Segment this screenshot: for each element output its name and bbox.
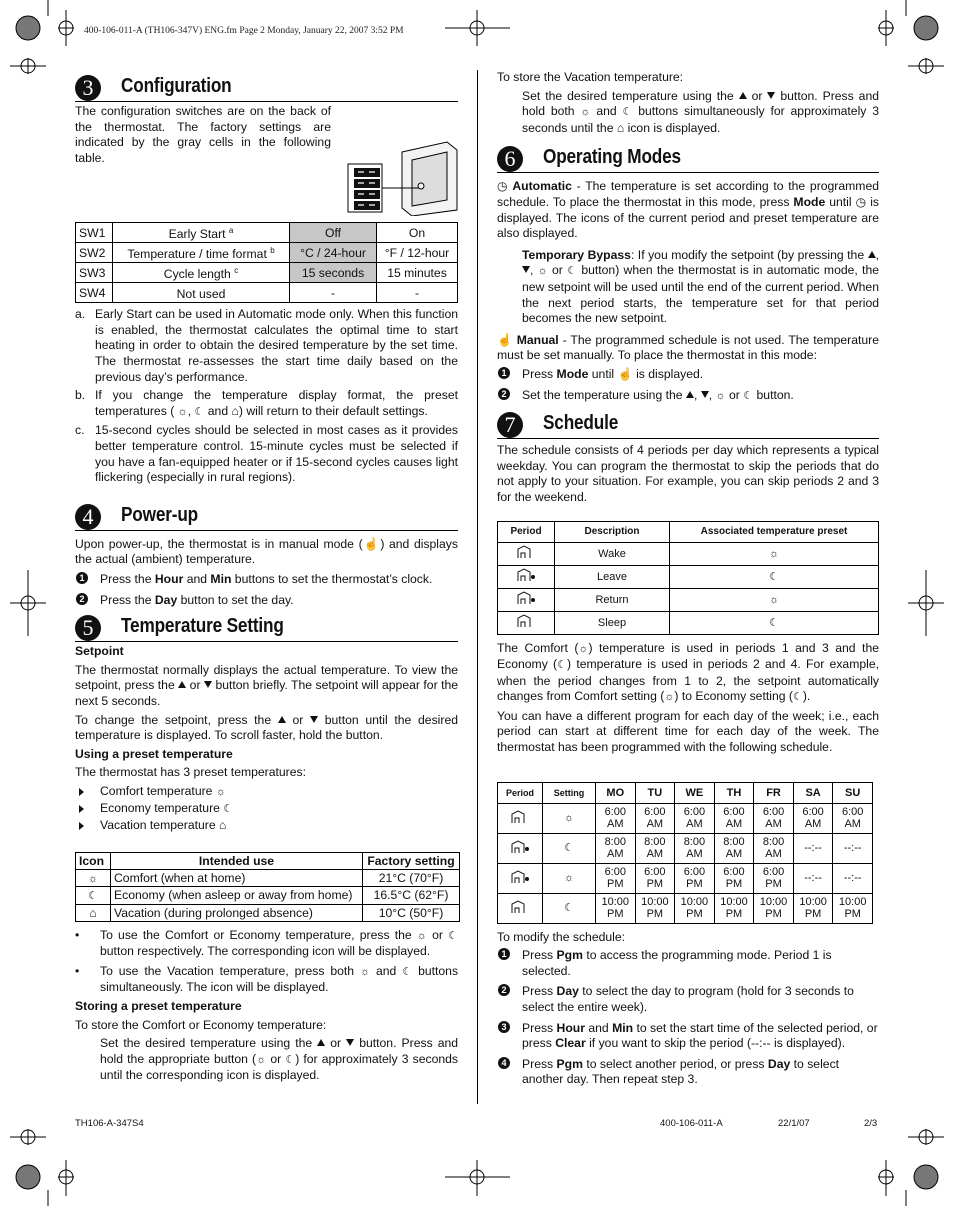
schedule-step-3: 3 Press Hour and Min to set the start time of the selected period, or press Clear if you want to skip the period (--:-- is displayed).	[497, 1021, 879, 1052]
manual-step-2: 2 Set the temperature using the , , ☼ or ☾ button.	[497, 388, 879, 405]
hand-icon: ☝	[362, 536, 381, 551]
period-1-icon	[510, 810, 530, 824]
storing-heading: Storing a preset temperature	[75, 999, 242, 1014]
period-3-icon	[510, 870, 530, 884]
period-row: Leave ☾	[498, 566, 879, 589]
period-row: Sleep ☾	[498, 612, 879, 635]
hand-icon: ☝	[497, 332, 513, 347]
left-column	[75, 73, 458, 1087]
footer-page: 2/3	[864, 1118, 878, 1129]
sun-icon: ☼	[87, 872, 99, 885]
bullet-vacation: Vacation temperature ⌂	[75, 818, 458, 834]
period-row: Wake ☼	[498, 543, 879, 566]
vacation-store-para: To store the Vacation temperature:	[497, 70, 684, 84]
powerup-step-1: 1 Press the Hour and Min buttons to set the thermostat’s clock.	[75, 572, 458, 588]
config-notes	[75, 307, 458, 486]
footer-doc-code: TH106-A-347S4	[75, 1118, 144, 1129]
setpoint-para-1: The thermostat normally displays the actual temperature. To view the setpoint, press the or button briefly. The setpoint will appear for the next 5 seconds.	[75, 662, 459, 708]
powerup-step-2: 2 Press the Day button to set the day.	[75, 593, 458, 609]
config-row: SW4 Not used - -	[76, 283, 458, 303]
right-column	[497, 70, 879, 1093]
config-row: SW1 Early Start $^a$ Off On	[76, 223, 458, 243]
config-row: SW3 Cycle length $^c$ 15 seconds 15 minutes	[76, 263, 458, 283]
period-4-icon	[510, 900, 530, 914]
moon-icon: ☾	[769, 617, 779, 630]
period-2-icon	[516, 568, 536, 582]
schedule-step-2: 2 Press Day to select the day to program (hold for 3 seconds to select the entire week).	[497, 984, 879, 1015]
sun-icon: ☼	[768, 594, 780, 607]
moon-icon: ☾	[223, 802, 234, 815]
suitcase-icon: ⌂	[219, 818, 227, 833]
dot-note-2: • To use the Vacation temperature, press both ☼ and ☾ buttons simultaneously. The icon will be displayed.	[75, 963, 459, 995]
comfort-economy-para: The Comfort (☼) temperature is used in periods 1 and 3 and the Economy (☾) temperature is used in periods 2 and 4. For example, when the period changes from 1 to 2, the setpoint automatically changes from Comfort setting (☼) to Economy setting (☾).	[497, 641, 880, 704]
preset-para: The thermostat has 3 preset temperatures:	[75, 765, 306, 780]
storing-instructions: Set the desired temperature using the or button. Press and hold the appropriate button (☼ or ☾) for approximately 3 seconds until the corresponding icon is displayed.	[100, 1036, 459, 1083]
manual-para: ☝ Manual - The programmed schedule is not used. The temperature must be set manually. To place the thermostat in this mode:	[497, 332, 879, 363]
footer-part-number: 400-106-011-A	[660, 1118, 723, 1129]
section-schedule: 7 Schedule	[497, 410, 879, 439]
setpoint-para-2: To change the setpoint, press the or button until the desired temperature is displayed. To scroll faster, hold the button.	[75, 712, 458, 743]
schedule-row: ☾ 10:00 PM 10:00 PM 10:00 PM 10:00 PM 10:00 PM 10:00 PM 10:00 PM	[498, 893, 873, 923]
period-row: Return ☼	[498, 589, 879, 612]
config-intro: The configuration switches are on the back of the thermostat. The factory settings are indicated by the gray cells in the following table.	[75, 104, 331, 165]
bypass-para: Temporary Bypass: If you modify the setpoint (by pressing the , , ☼ or ☾ button) when the thermostat is in automatic mode, the new setpoint will be used until the end of the current period. When the next period starts, the temperature set for that period becomes the new setpoint.	[522, 247, 880, 326]
moon-icon: ☾	[564, 842, 574, 855]
dot-note-1: • To use the Comfort or Economy temperature, press the ☼ or ☾ button respectively. The corresponding icon will be displayed.	[75, 927, 458, 959]
section-power-up: 4 Power-up	[75, 502, 458, 531]
period-table: Period Description Associated temperature preset Wake ☼ Leave ☾ Return ☼ Sleep ☾	[497, 521, 879, 635]
section-operating-modes: 6 Operating Modes	[497, 144, 879, 173]
vacation-store-instructions: Set the desired temperature using the or button. Press and hold both ☼ and ☾ buttons simultaneously for approximately 3 seconds until the ⌂ icon is displayed.	[522, 88, 880, 135]
bullet-comfort: Comfort temperature ☼	[75, 784, 458, 800]
period-2-icon	[510, 840, 530, 854]
preset-table: Icon Intended use Factory setting ☼ Comfort (when at home) 21°C (70°F) ☾ Economy (when asleep or away from home) 16.5°C (62°F) ⌂ Vacation (during prolonged absence) 10°C (50°F)	[75, 852, 460, 922]
period-3-icon	[516, 591, 536, 605]
note-c: c. 15-second cycles should be selected in most cases as it provides better temperature control. 15-minute cycles must be selected if you have a fan-equipped heater or if 15-second cycles causes light flickering (especially in rural regions).	[75, 423, 458, 485]
section-number: 3	[75, 75, 101, 101]
sun-icon: ☼	[215, 785, 226, 798]
period-1-icon	[516, 545, 536, 559]
program-para: You can have a different program for each day of the week; i.e., each period can start at different time for each day of the week. The thermostat has been programmed with the following schedule.	[497, 708, 879, 755]
section-title: Configuration	[121, 75, 232, 97]
powerup-intro: Upon power-up, the thermostat is in manual mode (☝) and displays the actual (ambient) temperature.	[75, 536, 458, 567]
column-divider	[477, 70, 478, 1104]
sun-icon: ☼	[563, 812, 575, 825]
preset-heading: Using a preset temperature	[75, 746, 233, 761]
config-row: SW2 Temperature / time format $^b$ °C / 24-hour °F / 12-hour	[76, 243, 458, 263]
schedule-intro: The schedule consists of 4 periods per day which represents a typical weekday. You can program the thermostat to skip the periods that do not apply to your situation. For example, you can skip periods 2 and 3 for the weekend.	[497, 443, 879, 504]
modify-schedule-para: To modify the schedule:	[497, 929, 626, 944]
section-temperature-setting: 5 Temperature Setting	[75, 613, 458, 642]
bullet-economy: Economy temperature ☾	[75, 801, 458, 818]
config-switch-table	[75, 222, 458, 303]
suitcase-icon: ⌂	[89, 905, 97, 920]
moon-icon: ☾	[88, 889, 98, 902]
footer-date: 22/1/07	[778, 1118, 810, 1129]
file-header: 400-106-011-A (TH106-347V) ENG.fm Page 2 Monday, January 22, 2007 3:52 PM	[84, 26, 404, 36]
period-4-icon	[516, 614, 536, 628]
schedule-table: Period Setting MO TU WE TH FR SA SU ☼ 6:00 AM 6:00 AM 6:00 AM 6:00 AM 6:00 AM 6:00 AM 6:00 AM ☾ 8:00 AM 8:00 AM 8:00 AM 8:00 AM 8:00 AM --:-- --:-- ☼ 6:00 PM 6:00 PM 6:00 PM 6:00 PM 6:00 PM --:-- --:-- ☾ 10:00 PM 10:00 PM 10:00 PM 10:00 PM 10:00 PM 10:00 PM 10:00 PM	[497, 782, 873, 924]
setpoint-heading: Setpoint	[75, 644, 124, 659]
config-intro-block	[75, 104, 458, 214]
schedule-step-4: 4 Press Pgm to select another period, or press Day to select another day. Then repeat step 3.	[497, 1057, 879, 1088]
schedule-row: ☾ 8:00 AM 8:00 AM 8:00 AM 8:00 AM 8:00 AM --:-- --:--	[498, 833, 873, 863]
automatic-para: ◷ Automatic - The temperature is set according to the programmed schedule. To place the thermostat in this mode, press Mode until ◷ is displayed. The icons of the current period and preset temperature are also displayed.	[497, 179, 880, 241]
moon-icon: ☾	[564, 902, 574, 915]
note-a: a. Early Start can be used in Automatic mode only. When this function is enabled, the thermostat calculates the optimal time to start heating in order to obtain the desired temperature by the set time. The thermostat re-assesses the start time daily based on the previous day’s performance.	[75, 307, 458, 384]
schedule-row: ☼ 6:00 PM 6:00 PM 6:00 PM 6:00 PM 6:00 PM --:-- --:--	[498, 863, 873, 893]
thermostat-switch-image	[347, 140, 459, 216]
sun-icon: ☼	[768, 548, 780, 561]
suitcase-icon: ⌂	[231, 403, 239, 418]
storing-para: To store the Comfort or Economy temperature:	[75, 1017, 327, 1032]
moon-icon: ☾	[194, 405, 205, 418]
sun-icon: ☼	[177, 405, 188, 418]
schedule-step-1: 1 Press Pgm to access the programming mode. Period 1 is selected.	[497, 948, 879, 979]
moon-icon: ☾	[769, 571, 779, 584]
note-b: b. If you change the temperature display format, the preset temperatures ( ☼, ☾ and ⌂) will return to their default settings.	[75, 388, 458, 420]
schedule-row: ☼ 6:00 AM 6:00 AM 6:00 AM 6:00 AM 6:00 AM 6:00 AM 6:00 AM	[498, 803, 873, 833]
section-configuration	[75, 73, 458, 102]
clock-icon: ◷	[497, 179, 508, 194]
manual-step-1: 1 Press Mode until ☝ is displayed.	[497, 367, 879, 383]
sun-icon: ☼	[563, 872, 575, 885]
